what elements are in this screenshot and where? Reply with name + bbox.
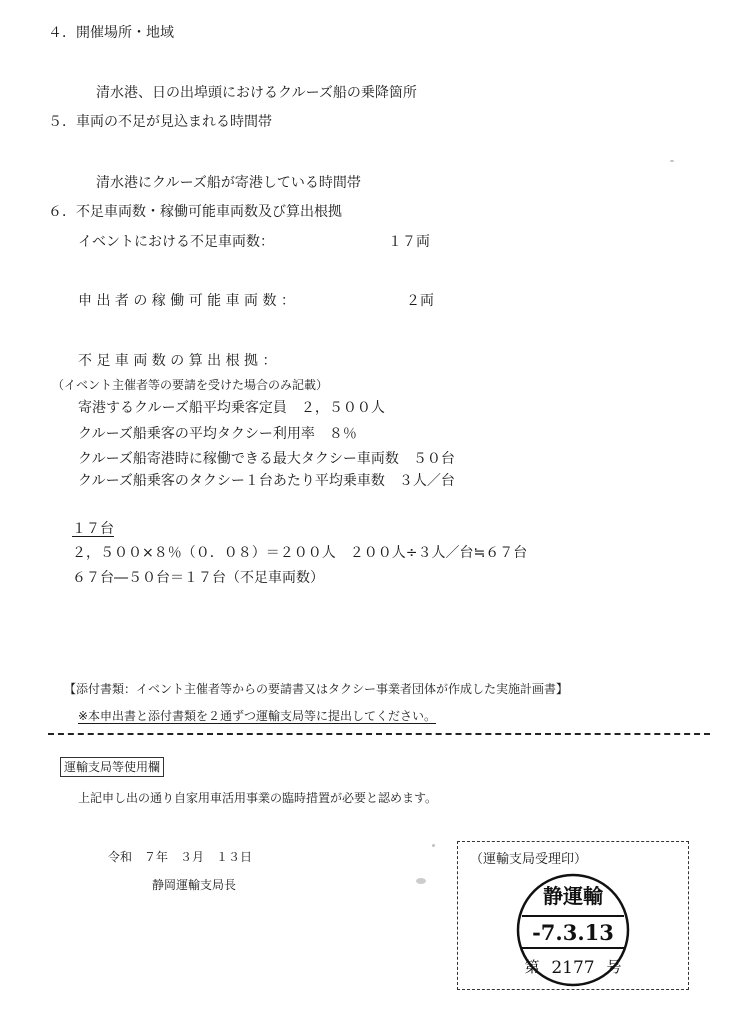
receipt-seal xyxy=(510,872,636,988)
seal-prefix: 第 xyxy=(524,958,540,976)
basis-note: （イベント主催者等の要請を受けた場合のみ記載） xyxy=(52,378,329,392)
scan-speck xyxy=(670,160,674,162)
approval-date: 令和 ７年 ３月 １３日 xyxy=(108,850,253,864)
available-value: ２両 xyxy=(406,293,434,309)
receipt-stamp-title: （運輸支局受理印） xyxy=(470,852,588,867)
shortage-value: １７両 xyxy=(388,234,430,250)
office-use-label: 運輸支局等使用欄 xyxy=(60,757,164,777)
seal-office-name: 静運輸 xyxy=(543,884,603,908)
basis-label: 不 足 車 両 数 の 算 出 根 拠 ： xyxy=(78,353,277,369)
basis-item: クルーズ船寄港時に稼働できる最大タクシー車両数 ５０台 xyxy=(78,451,455,467)
cut-line xyxy=(48,733,710,735)
scan-speck xyxy=(416,878,426,884)
seal-number: 2177 xyxy=(551,958,595,978)
receipt-stamp-box xyxy=(457,841,689,990)
section-6-heading: ６．不足車両数・稼働可能車両数及び算出根拠 xyxy=(48,204,342,220)
seal-date: -7.3.13 xyxy=(532,920,614,945)
scan-speck xyxy=(432,844,435,847)
shortage-label: イベントにおける不足車両数： xyxy=(78,234,274,250)
section-4-heading: ４．開催場所・地域 xyxy=(48,25,174,41)
seal-suffix: 号 xyxy=(606,958,622,976)
submission-instruction: ※本申出書と添付書類を２通ずつ運輸支局等に提出してください。 xyxy=(78,709,437,723)
basis-item: クルーズ船乗客のタクシー１台あたり平均乗車数 ３人／台 xyxy=(78,473,455,489)
calc-line-2: ６７台―５０台＝１７台（不足車両数） xyxy=(72,570,324,586)
basis-item: 寄港するクルーズ船平均乗客定員 ２，５００人 xyxy=(78,400,385,416)
attachments-note: 【添付書類：イベント主催者等からの要請書又はタクシー事業者団体が作成した実施計画書】 xyxy=(64,682,569,696)
approval-statement: 上記申し出の通り自家用車活用事業の臨時措置が必要と認めます。 xyxy=(78,791,438,805)
result-value: １７台 xyxy=(72,521,114,537)
signatory: 静岡運輸支局長 xyxy=(152,878,237,892)
section-4-body: 清水港、日の出埠頭におけるクルーズ船の乗降箇所 xyxy=(96,85,417,101)
section-5-heading: ５．車両の不足が見込まれる時間帯 xyxy=(48,114,272,130)
basis-item: クルーズ船乗客の平均タクシー利用率 ８％ xyxy=(78,426,357,442)
available-label: 申 出 者 の 稼 働 可 能 車 両 数 ： xyxy=(78,293,295,309)
calc-line-1: ２，５００×８％（０．０８）＝２００人 ２００人÷３人／台≒６７台 xyxy=(72,545,528,561)
section-5-body: 清水港にクルーズ船が寄港している時間帯 xyxy=(96,175,361,191)
